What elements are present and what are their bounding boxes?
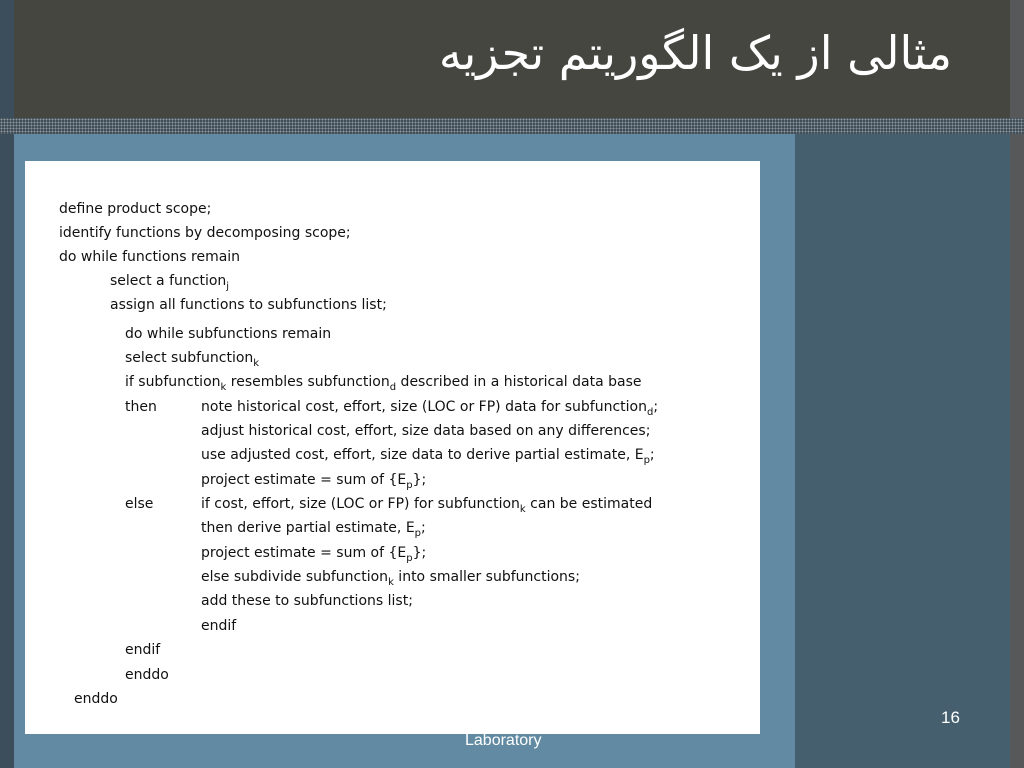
code-text: adjust historical cost, effort, size data based on any differences; — [201, 423, 651, 439]
code-subscript: j — [226, 281, 230, 292]
code-line — [125, 666, 169, 684]
code-subscript: k — [388, 577, 394, 588]
code-text: }; — [412, 545, 427, 561]
code-subscript: p — [406, 480, 413, 491]
code-text: else — [125, 496, 154, 512]
code-line — [125, 349, 259, 367]
code-text: define product scope; — [59, 201, 212, 217]
code-text: ; — [649, 447, 655, 463]
code-text: can be estimated — [525, 496, 653, 512]
dotted-divider — [0, 118, 1024, 134]
code-line — [110, 296, 387, 314]
code-line — [201, 519, 426, 537]
code-text: }; — [412, 472, 427, 488]
code-line — [59, 248, 240, 266]
code-text: project estimate = sum of {E — [201, 545, 407, 561]
code-text: select a function — [110, 273, 227, 289]
code-line — [201, 471, 426, 489]
code-text: else subdivide subfunction — [201, 569, 389, 585]
code-subscript: k — [220, 382, 227, 393]
code-line — [125, 373, 642, 391]
code-text: described in a historical data base — [396, 374, 642, 390]
code-text: endif — [125, 642, 161, 658]
code-line — [201, 544, 426, 562]
code-line — [201, 398, 658, 416]
title-bar — [14, 0, 1010, 118]
code-line — [201, 422, 650, 440]
code-line — [125, 325, 331, 343]
code-subscript: p — [643, 455, 650, 466]
code-line — [125, 398, 157, 416]
code-subscript: k — [253, 358, 260, 369]
code-text: use adjusted cost, effort, size data to derive partial estimate, E — [201, 447, 644, 463]
code-line — [125, 641, 160, 659]
code-line — [201, 446, 655, 464]
code-line — [59, 200, 211, 218]
code-subscript: k — [519, 504, 526, 515]
code-subscript: p — [406, 553, 413, 564]
code-text: ; — [421, 520, 426, 536]
left-edge-band — [0, 0, 14, 768]
code-subscript: p — [414, 528, 422, 539]
code-text: do while subfunctions remain — [125, 326, 332, 342]
right-edge-band — [1010, 0, 1024, 768]
code-subscript: d — [389, 382, 397, 393]
code-text: into smaller subfunctions; — [393, 569, 580, 585]
code-text: assign all functions to subfunctions list; — [110, 297, 387, 313]
algorithm-figure — [25, 161, 760, 734]
code-line — [201, 568, 580, 586]
code-subscript: d — [647, 407, 654, 418]
footer-text: Laboratory — [465, 732, 542, 749]
code-text: enddo — [125, 667, 169, 683]
code-line — [110, 272, 229, 290]
code-text: identify functions by decomposing scope; — [59, 225, 351, 241]
code-text: note historical cost, effort, size (LOC or FP) data for subfunction — [201, 399, 647, 415]
code-text: enddo — [74, 691, 118, 707]
code-text: ; — [653, 399, 659, 415]
code-text: resembles subfunction — [226, 374, 390, 390]
code-text: then derive partial estimate, E — [201, 520, 415, 536]
code-text: do while functions remain — [59, 249, 241, 265]
code-text: select subfunction — [125, 350, 254, 366]
slide-title: مثالی از یک الگوریتم تجزیه — [438, 26, 952, 80]
code-line — [201, 617, 236, 635]
code-text: if cost, effort, size (LOC or FP) for subfunction — [201, 496, 520, 512]
code-line — [201, 592, 413, 610]
side-panel — [795, 134, 1010, 768]
code-text: project estimate = sum of {E — [201, 472, 407, 488]
code-line — [74, 690, 118, 708]
code-line — [201, 495, 652, 513]
code-line — [59, 224, 351, 242]
code-text: if subfunction — [125, 374, 221, 390]
code-text: endif — [201, 618, 237, 634]
page-number: 16 — [941, 708, 960, 727]
code-text: add these to subfunctions list; — [201, 593, 413, 609]
code-text: then — [125, 399, 157, 415]
code-line — [125, 495, 153, 513]
